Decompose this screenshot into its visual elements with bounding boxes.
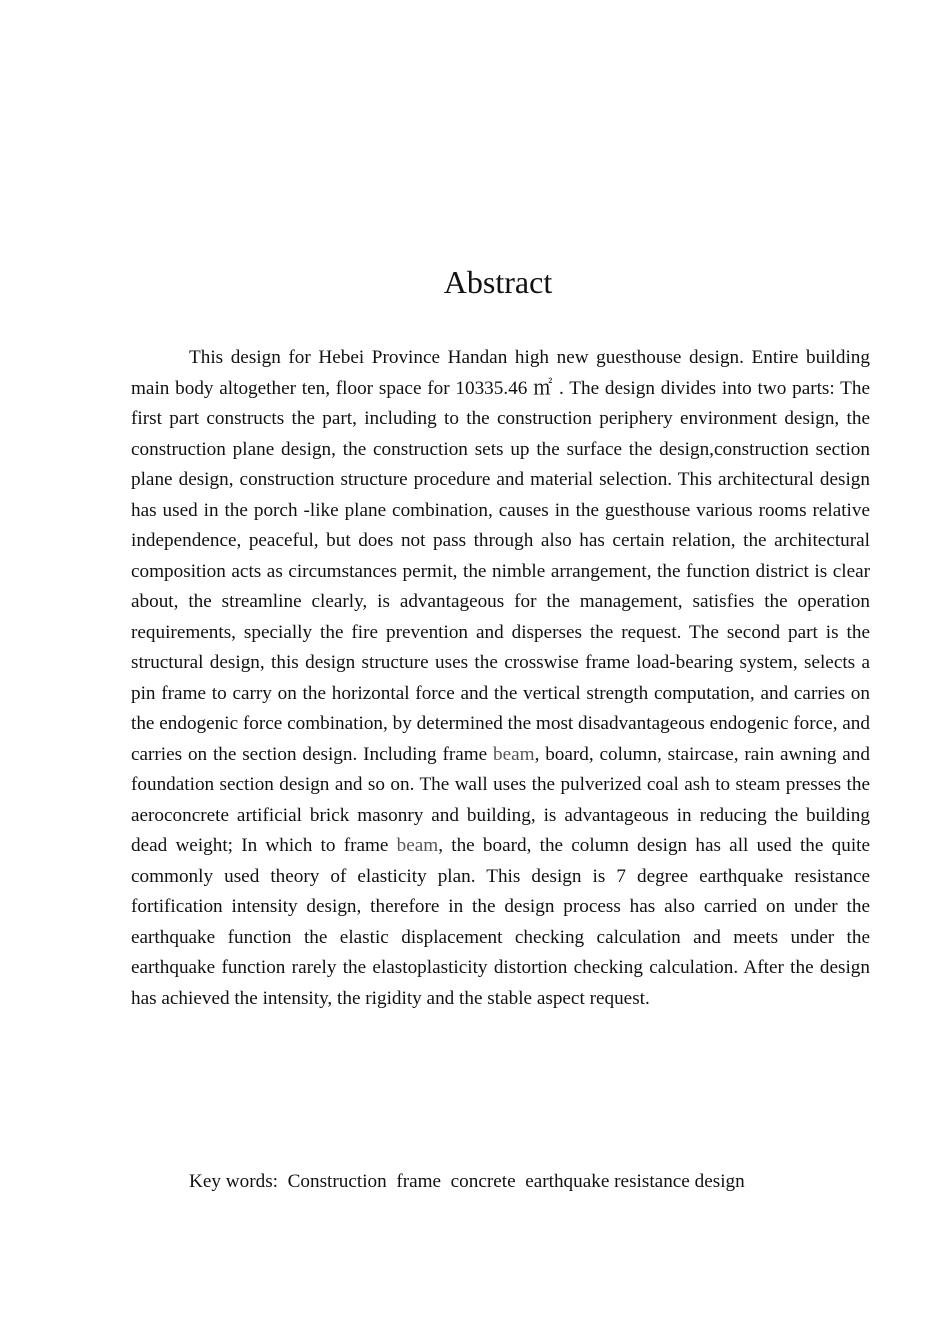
abstract-body [131,343,870,1014]
keywords-line: Key words: Construction frame concrete earthquake resistance design [189,1171,745,1192]
abstract-text-part-3: , the board, the column design has all used the quite commonly used theory of elasticity plan. This design is 7 degree earthquake resistance fortification intensity design, therefore in the design process has also carried on under the earthquake function the elastic displacement checking calculation and meets under the earthquake function rarely the elastoplasticity distortion checking calculation. After the design has achieved the intensity, the rigidity and the stable aspect request. [131,835,870,1009]
page-title: Abstract [443,264,553,300]
abstract-text-part-2: , board, column, staircase, rain awning and foundation section design and so on. The wall uses the pulverized coal ash to steam presses the aeroconcrete artificial brick masonry and building, is advantageous in reducing the building dead weight; In which to frame [131,743,870,856]
term-beam: beam [396,835,439,856]
term-beam: beam [493,743,535,765]
abstract-text-part-1: This design for Hebei Province Handan high new guesthouse design. Entire building main body altogether ten, floor space for 10335.46 ㎡ . The design divides into two parts: The first part constructs the part, including to the construction periphery environment design, the construction plane design, the construction sets up the surface the design,construction section plane design, construction structure procedure and material selection. This architectural design has used in the porch -like plane combination, causes in the guesthouse various rooms relative independence, peaceful, but does not pass through also has certain relation, the architectural composition acts as circumstances permit, the nimble arrangement, the function district is clear about, the streamline clearly, is advantageous for the management, satisfies the operation requirements, specially the fire prevention and disperses the request. The second part is the structural design, this design structure uses the crosswise frame load-bearing system, selects a pin frame to carry on the horizontal force and the vertical strength computation, and carries on the endogenic force combination, by determined the most disadvantageous endogenic force, and carries on the section design. Including frame [131,347,870,765]
